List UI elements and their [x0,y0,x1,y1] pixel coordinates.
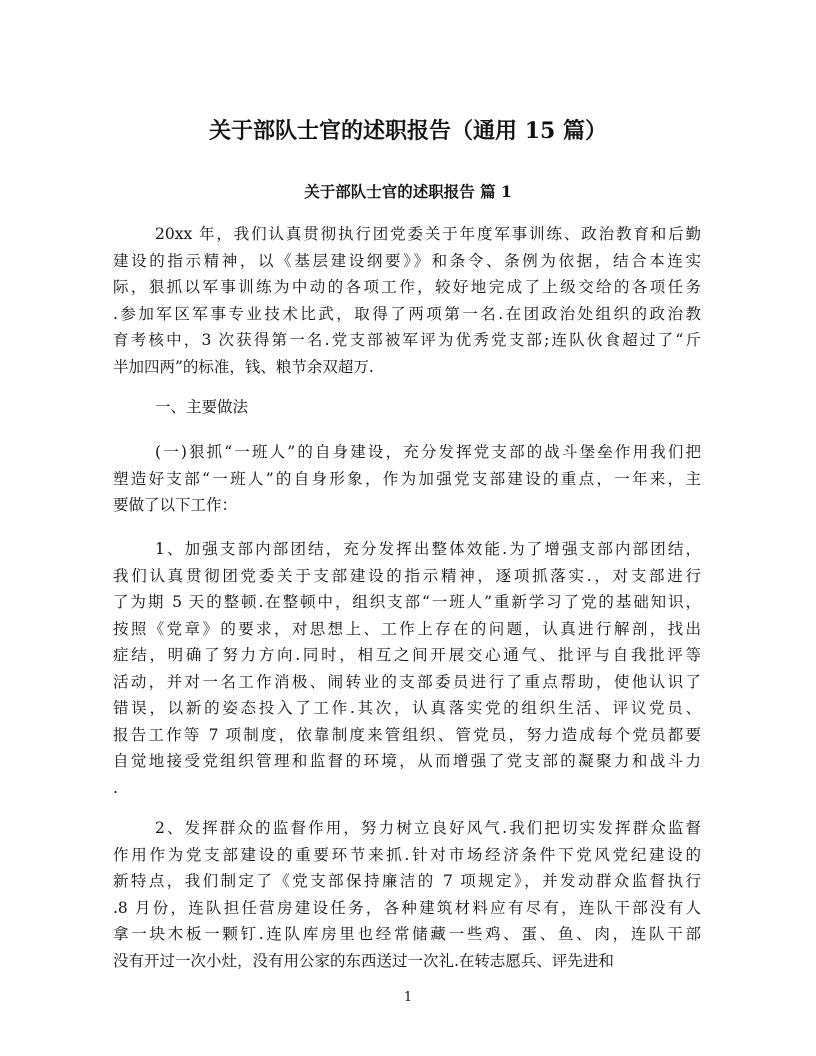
paragraph [113,815,701,974]
text-line: 20xx 年，我们认真贯彻执行团党委关于年度军事训练、政治教育和后勤 [155,225,701,243]
text-line: 塑造好支部“一班人”的自身形象，作为加强党支部建设的重点，一年来，主 [113,469,701,488]
text-line: 活动，并对一名工作消极、闹转业的支部委员进行了重点帮助，使他认识了 [113,672,701,691]
text-line: 一、主要做法 [155,398,249,416]
section-heading: 关于部队士官的述职报告 篇 1 [304,182,512,201]
text-line: 拿一块木板一颗钉.连队库房里也经常储藏一些鸡、蛋、鱼、肉，连队干部 [113,925,701,943]
text-line: 半加四两”的标准，钱、粮节余双超万. [113,357,374,376]
document-title: 关于部队士官的述职报告（通用 15 篇） [209,118,607,144]
section-heading-main-practices [113,394,701,421]
text-line: .参加军区军事专业技术比武，取得了两项第一名.在团政治处组织的政治教 [113,304,701,323]
page-number: 1 [403,990,413,1005]
text-line: 按照《党章》的要求，对思想上、工作上存在的问题，认真进行解剖，找出 [113,619,701,638]
text-line: (一)狠抓“一班人”的自身建设，充分发挥党支部的战斗堡垒作用我们把 [155,443,701,461]
text-line: 症结，明确了努力方向.同时，相互之间开展交心通气、批评与自我批评等 [113,646,701,664]
paragraph [113,221,701,380]
text-line: 没有开过一次小灶，没有用公家的东西送过一次礼.在转志愿兵、评先进和 [113,951,614,970]
text-line: . [113,778,118,797]
paragraph [113,536,701,801]
text-line: 了为期 5 天的整顿.在整顿中，组织支部“一班人”重新学习了党的基础知识， [113,593,701,611]
text-line: .8 月份，连队担任营房建设任务，各种建筑材料应有尽有，连队干部没有人 [113,898,701,917]
text-line: 1、加强支部内部团结，充分发挥出整体效能.为了增强支部内部团结， [155,540,701,558]
text-line: 错误，以新的姿态投入了工作.其次，认真落实党的组织生活、评议党员、 [113,699,701,717]
text-line: 要做了以下工作： [113,496,238,514]
text-line: 育考核中，3 次获得第一名.党支部被军评为优秀党支部;连队伙食超过了“斤 [113,331,701,349]
text-line: 新特点，我们制定了《党支部保持廉洁的 7 项规定》，并发动群众监督执行 [113,872,701,890]
paragraph [113,439,701,519]
text-line: 际，狠抓以军事训练为中动的各项工作，较好地完成了上级交给的各项任务 [113,278,701,296]
text-line: 我们认真贯彻团党委关于支部建设的指示精神，逐项抓落实.，对支部进行 [113,566,701,585]
text-line: 建设的指示精神，以《基层建设纲要》》和条令、条例为依据，结合本连实 [113,251,701,270]
text-line: 报告工作等 7 项制度，依靠制度来管组织、管党员，努力造成每个党员都要 [113,725,701,744]
text-line: 作用作为党支部建设的重要环节来抓.针对市场经济条件下党风党纪建设的 [113,845,701,864]
text-line: 2、发挥群众的监督作用，努力树立良好风气.我们把切实发挥群众监督 [155,819,701,837]
text-line: 自觉地接受党组织管理和监督的环境，从而增强了党支部的凝聚力和战斗力 [113,752,701,770]
